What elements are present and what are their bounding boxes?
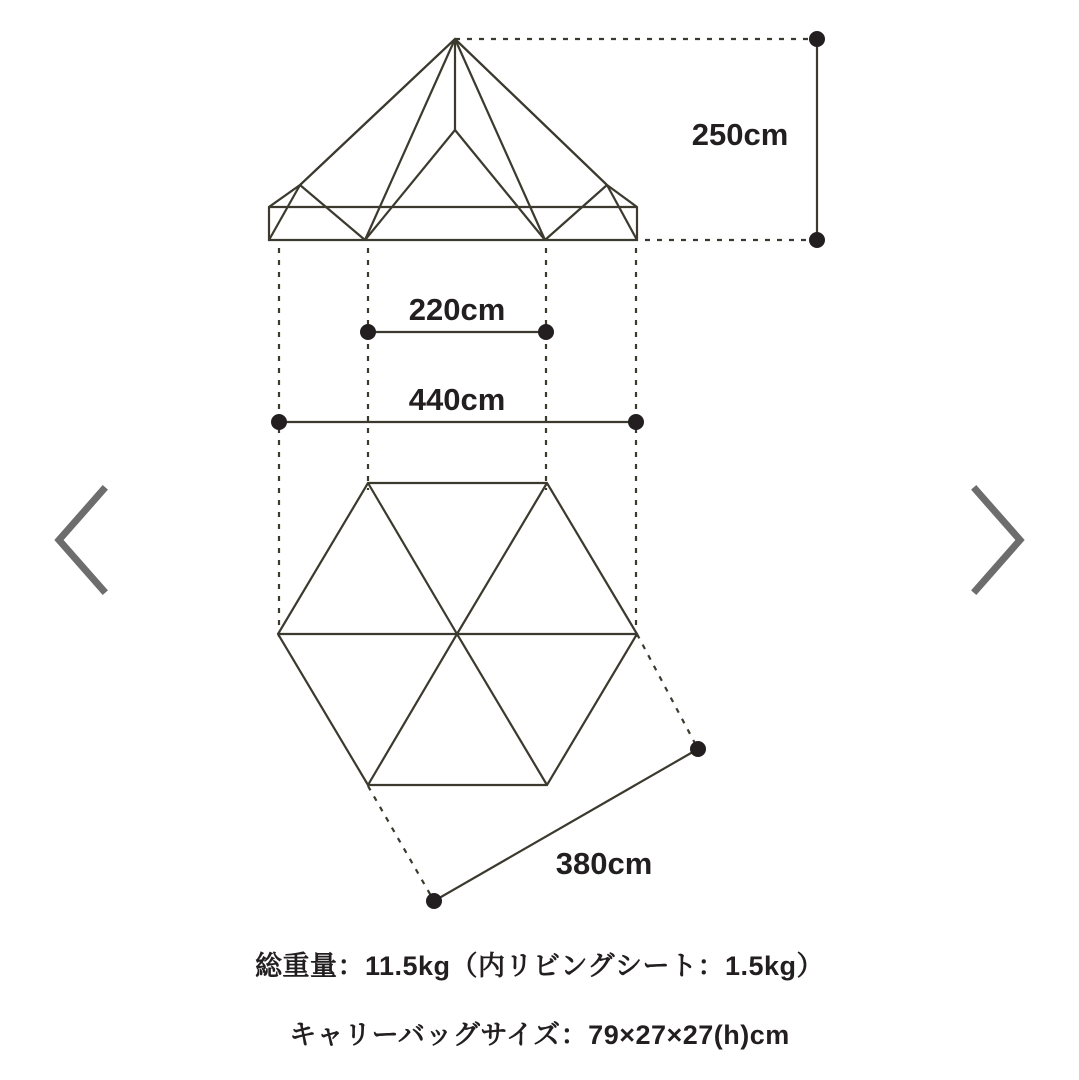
carry-bag-size-caption: キャリーバッグサイズ：79×27×27(h)cm xyxy=(289,1020,790,1050)
tent-plan-drawing xyxy=(278,483,637,785)
chevron-left-icon xyxy=(45,480,125,600)
total-weight-caption: 総重量：11.5kg（内リビングシート：1.5kg） xyxy=(254,951,825,981)
tent-elevation-drawing xyxy=(269,39,637,240)
next-image-arrow[interactable] xyxy=(954,480,1034,600)
side-dimension-label: 380cm xyxy=(555,846,653,881)
outer-width-dimension-label: 440cm xyxy=(408,382,506,417)
chevron-right-icon xyxy=(954,480,1034,600)
dimension-endpoint-dots xyxy=(271,31,825,909)
inner-width-dimension-label: 220cm xyxy=(408,292,506,327)
prev-image-arrow[interactable] xyxy=(45,480,125,600)
height-dimension-label: 250cm xyxy=(691,117,789,152)
